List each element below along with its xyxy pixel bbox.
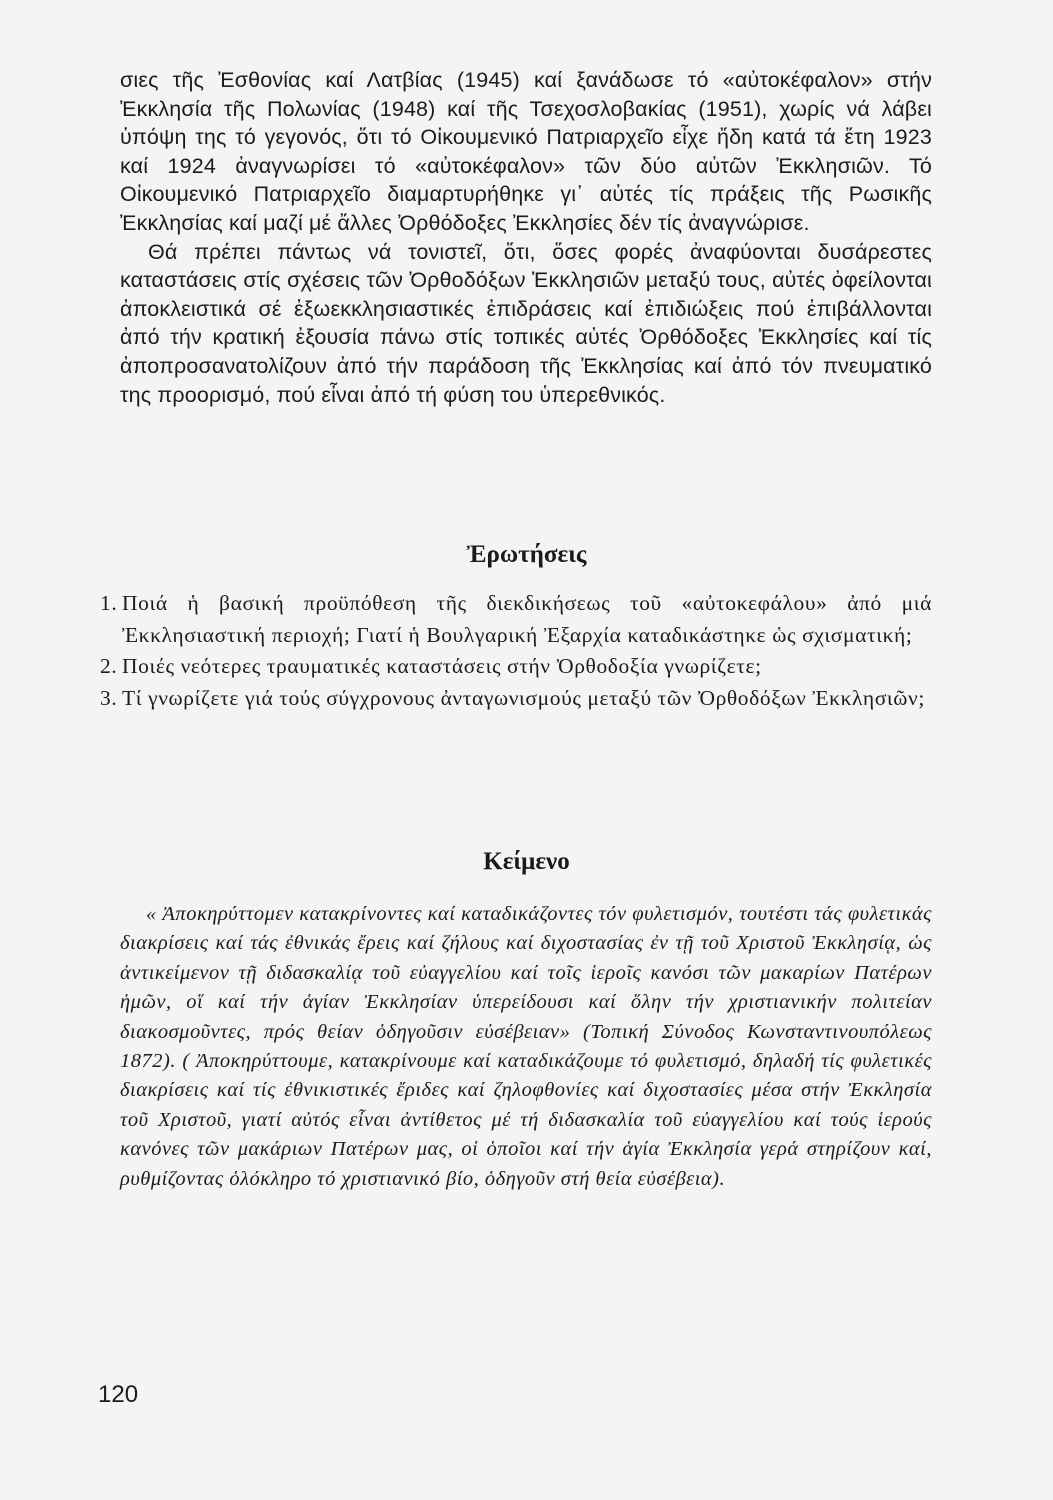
question-text: Ποιές νεότερες τραυματικές καταστάσεις στήν Ὀρθοδοξία γνωρίζετε; [122,654,762,678]
questions-list [100,588,932,714]
question-number: 1. [100,591,118,615]
quoted-text: « Ἀποκηρύττομεν κατακρίνοντες καί καταδικάζοντες τόν φυλετισμόν, τουτέστι τάς φυλετικάς διακρίσεις καί τάς ἐθνικάς ἔρεις καί ζήλους καί διχοστασίας ἐν τῇ τοῦ Χριστοῦ Ἐκκλησίᾳ, ὡς ἀντικείμενον τῇ διδασκαλίᾳ τοῦ εὐαγγελίου καί τοῖς ἱεροῖς κανόσι τῶν μακαρίων Πατέρων ἡμῶν, οἵ καί τήν ἁγίαν Ἐκκλησίαν ὑπερείδουσι καί ὅλην τήν χριστιανικήν πολιτείαν διακοσμοῦντες, πρός θείαν ὁδηγοῦσιν εὐσέβειαν» (Τοπική Σύνοδος Κωνσταντινουπόλεως 1872). ( Ἀποκηρύττουμε, κατακρίνουμε καί καταδικάζουμε τό φυλετισμό, δηλαδή τίς φυλετικές διακρίσεις καί τίς ἐθνικιστικές ἔριδες καί ζηλοφθονίες καί διχοστασίες μέσα στήν Ἐκκλησία τοῦ Χριστοῦ, γιατί αὐτός εἶναι ἀντίθετος μέ τή διδασκαλία τοῦ εὐαγγελίου καί τούς ἱερούς κανόνες τῶν μακάριων Πατέρων μας, οἱ ὁποῖοι καί τήν ἁγία Ἐκκλησία γερά στηρίζουν καί, ρυθμίζοντας ὁλόκληρο τό χριστιανικό βίο, ὁδηγοῦν στή θεία εὐσέβεια). [120,903,932,1190]
body-paragraph-2: Θά πρέπει πάντως νά τονιστεῖ, ὅτι, ὅσες φορές ἀναφύονται δυσάρεστες καταστάσεις στίς σχέσεις τῶν Ὀρθοδόξων Ἐκκλησιῶν μεταξύ τους, αὐτές ὀφείλονται ἀποκλειστικά σέ ἐξωεκκλησιαστικές ἐπιδράσεις καί ἐπιδιώξεις πού ἐπιβάλλονται ἀπό τήν κρατική ἐξουσία πάνω στίς τοπικές αὐτές Ὀρθόδοξες Ἐκκλησίες καί τίς ἀποπροσανατολίζουν ἀπό τήν παράδοση τῆς Ἐκκλησίας καί ἀπό τόν πνευματικό της προορισμό, πού εἶναι ἀπό τή φύση του ὑπερεθνικός. [120,239,932,407]
questions-heading: Ἐρωτήσεις [466,541,587,568]
page-number: 120 [98,1381,139,1408]
question-item [100,588,932,651]
question-item [100,683,932,715]
question-number: 2. [100,654,118,678]
body-paragraph-1: σιες τῆς Ἐσθονίας καί Λατβίας (1945) καί ξανάδωσε τό «αὐτοκέφαλον» στήν Ἐκκλησία τῆς Πολωνίας (1948) καί τῆς Τσεχοσλοβακίας (1951), χωρίς νά λάβει ὑπόψη της τό γεγονός, ὅτι τό Οἰκουμενικό Πατριαρχεῖο εἶχε ἤδη κατά τά ἔτη 1923 καί 1924 ἀναγνωρίσει τό «αὐτοκέφαλον» τῶν δύο αὐτῶν Ἐκκλησιῶν. Τό Οἰκουμενικό Πατριαρχεῖο διαμαρτυρήθηκε γι᾽ αὐτές τίς πράξεις τῆς Ρωσικῆς Ἐκκλησίας καί μαζί μέ ἄλλες Ὀρθόδοξες Ἐκκλησίες δέν τίς ἀναγνώρισε. [120,68,932,235]
question-item [100,651,932,683]
question-text: Ποιά ἡ βασική προϋπόθεση τῆς διεκδικήσεως τοῦ «αὐτοκεφάλου» ἀπό μιά Ἐκκλησιαστική περιοχή; Γιατί ἡ Βουλγαρική Ἐξαρχία καταδικάστηκε ὡς σχισματική; [122,591,932,647]
text-heading: Κείμενο [483,848,570,875]
body-text [120,66,932,409]
question-number: 3. [100,685,118,710]
question-text: Τί γνωρίζετε γιά τούς σύγχρονους ἀνταγωνισμούς μεταξύ τῶν Ὀρθοδόξων Ἐκκλησιῶν; [122,685,925,710]
